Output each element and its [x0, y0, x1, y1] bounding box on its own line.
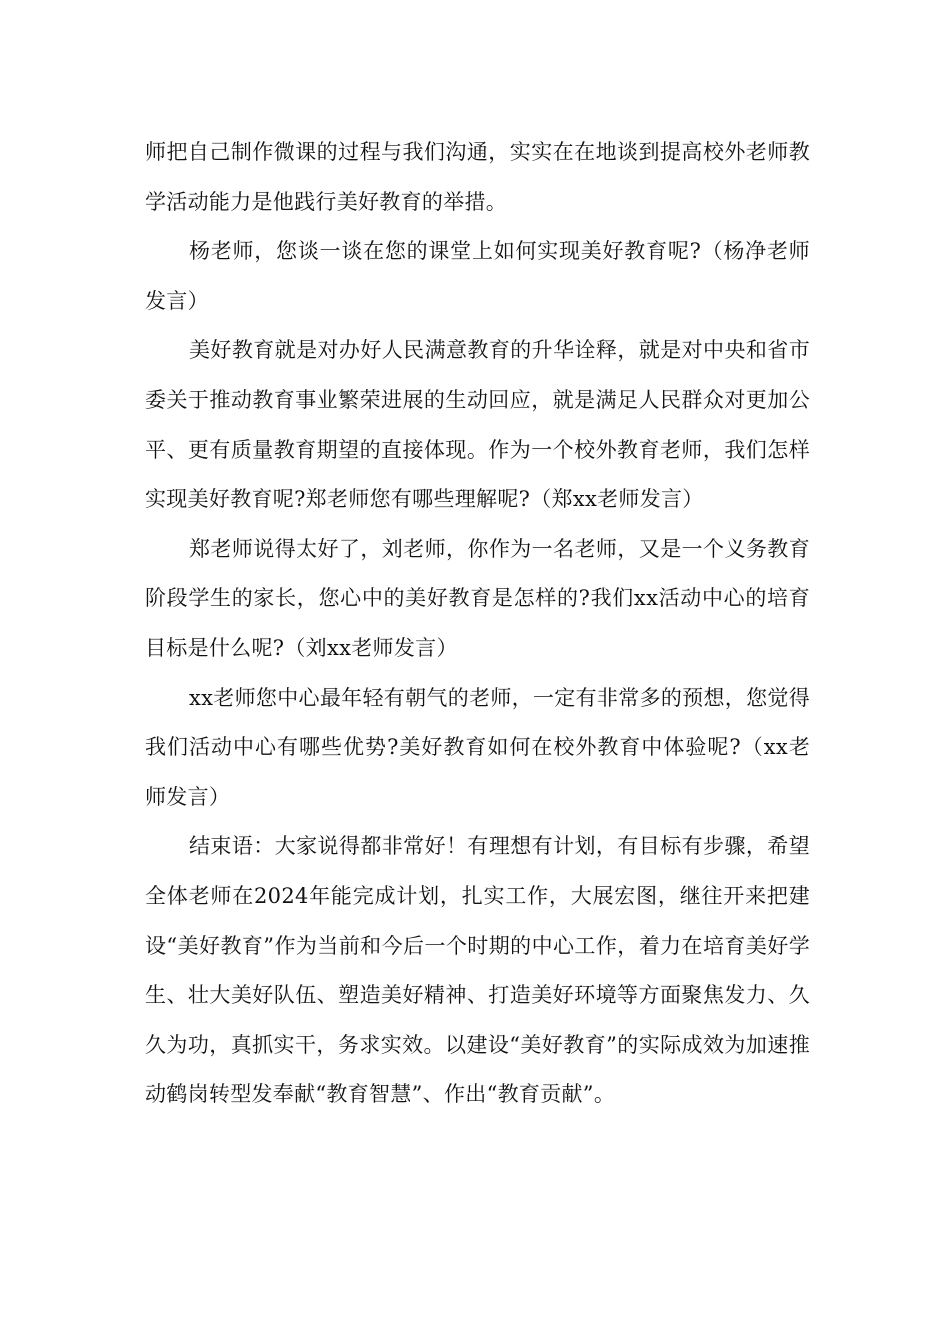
paragraph-question-xx: xx老师您中心最年轻有朝气的老师，一定有非常多的预想，您觉得我们活动中心有哪些优势?美好教育如何在校外教育中体验呢?（xx老师发言） [145, 685, 810, 809]
paragraph-question-yang: 杨老师，您谈一谈在您的课堂上如何实现美好教育呢?（杨净老师发言） [145, 239, 810, 313]
document-body [145, 128, 810, 1120]
paragraph-question-zheng: 美好教育就是对办好人民满意教育的升华诠释，就是对中央和省市委关于推动教育事业繁荣进展的生动回应，就是满足人民群众对更加公平、更有质量教育期望的直接体现。作为一个校外教育老师，我们怎样实现美好教育呢?郑老师您有哪些理解呢?（郑xx老师发言） [145, 338, 810, 512]
paragraph-continuation: 师把自己制作微课的过程与我们沟通，实实在在地谈到提高校外老师教学活动能力是他践行美好教育的举措。 [145, 140, 810, 214]
paragraph-closing-remarks: 结束语：大家说得都非常好！有理想有计划，有目标有步骤，希望全体老师在2024年能完成计划，扎实工作，大展宏图，继往开来把建设“美好教育”作为当前和今后一个时期的中心工作，着力在培育美好学生、壮大美好队伍、塑造美好精神、打造美好环境等方面聚焦发力、久久为功，真抓实干，务求实效。以建设“美好教育”的实际成效为加速推动鹤岗转型发奉献“教育智慧”、作出“教育贡献”。 [145, 834, 810, 1107]
paragraph-question-liu: 郑老师说得太好了，刘老师，你作为一名老师，又是一个义务教育阶段学生的家长，您心中的美好教育是怎样的?我们xx活动中心的培育目标是什么呢?（刘xx老师发言） [145, 536, 810, 660]
